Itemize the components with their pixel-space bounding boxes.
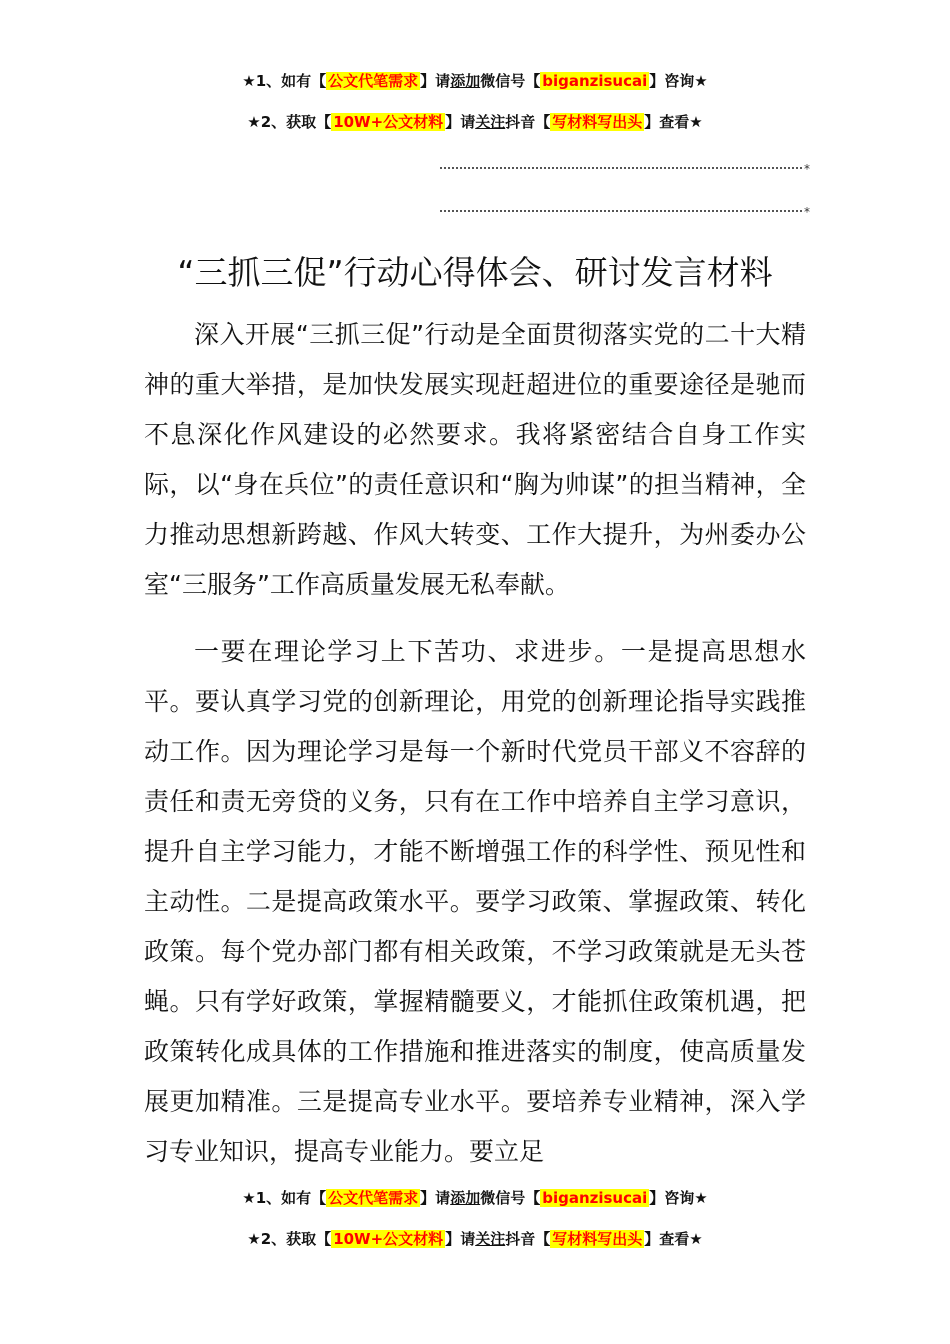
douyin-id-highlight: 写材料写出头 xyxy=(552,113,643,131)
banner-text: 抖音【 xyxy=(505,113,551,131)
dot-mark: * xyxy=(804,162,810,176)
banner-underlined: 添加 xyxy=(450,1189,481,1207)
banner-text: ★2、获取【 xyxy=(247,1230,332,1248)
banner-text: 】查看★ xyxy=(644,1230,703,1248)
banner-text: 】咨询★ xyxy=(649,72,708,90)
banner-text: 】请 xyxy=(420,1189,451,1207)
bottom-banner-line-1 xyxy=(0,1187,950,1209)
banner-text: 微信号【 xyxy=(480,1189,541,1207)
banner-highlight: 10W+公文材料 xyxy=(333,1230,444,1248)
banner-highlight: 10W+公文材料 xyxy=(333,113,444,131)
dotted-line-2 xyxy=(440,205,812,219)
banner-text: 微信号【 xyxy=(480,72,541,90)
paragraph-theory-study: 一要在理论学习上下苦功、求进步。一是提高思想水平。要认真学习党的创新理论，用党的创新理论指导实践推动工作。因为理论学习是每一个新时代党员干部义不容辞的责任和责无旁贷的义务，只有在工作中培养自主学习意识，提升自主学习能力，才能不断增强工作的科学性、预见性和主动性。二是提高政策水平。要学习政策、掌握政策、转化政策。每个党办部门都有相关政策，不学习政策就是无头苍蝇。只有学好政策，掌握精髓要义，才能抓住政策机遇，把政策转化成具体的工作措施和推进落实的制度，使高质量发展更加精准。三是提高专业水平。要培养专业精神，深入学习专业知识，提高专业能力。要立足 xyxy=(144,637,806,1166)
dotted-line-1 xyxy=(440,162,812,176)
banner-text: 】咨询★ xyxy=(649,1189,708,1207)
banner-highlight: 公文代笔需求 xyxy=(328,1189,419,1207)
banner-text: 】查看★ xyxy=(644,113,703,131)
document-title: “三抓三促”行动心得体会、研讨发言材料 xyxy=(177,253,773,292)
banner-underlined: 添加 xyxy=(450,72,481,90)
banner-highlight: 公文代笔需求 xyxy=(328,72,419,90)
banner-text: 抖音【 xyxy=(505,1230,551,1248)
banner-underlined: 关注 xyxy=(475,113,506,131)
wechat-id-highlight: biganzisucai xyxy=(542,72,648,90)
douyin-id-highlight: 写材料写出头 xyxy=(552,1230,643,1248)
banner-text: ★2、获取【 xyxy=(247,113,332,131)
paragraph-intro: 深入开展“三抓三促”行动是全面贯彻落实党的二十大精神的重大举措，是加快发展实现赶超进位的重要途径是驰而不息深化作风建设的必然要求。我将紧密结合自身工作实际，以“身在兵位”的责任意识和“胸为帅谋”的担当精神，全力推动思想新跨越、作风大转变、工作大提升，为州委办公室“三服务”工作高质量发展无私奉献。 xyxy=(144,320,806,599)
banner-underlined: 关注 xyxy=(475,1230,506,1248)
dot-mark: * xyxy=(804,205,810,219)
dot-leader xyxy=(440,167,802,169)
banner-text: ★1、如有【 xyxy=(242,1189,327,1207)
bottom-banner-line-2 xyxy=(0,1228,950,1250)
top-banner-line-2 xyxy=(0,111,950,133)
top-banner-line-1 xyxy=(0,70,950,92)
wechat-id-highlight: biganzisucai xyxy=(542,1189,648,1207)
banner-text: 】请 xyxy=(445,113,476,131)
banner-text: 】请 xyxy=(420,72,451,90)
dot-leader xyxy=(440,210,802,212)
banner-text: 】请 xyxy=(445,1230,476,1248)
banner-text: ★1、如有【 xyxy=(242,72,327,90)
